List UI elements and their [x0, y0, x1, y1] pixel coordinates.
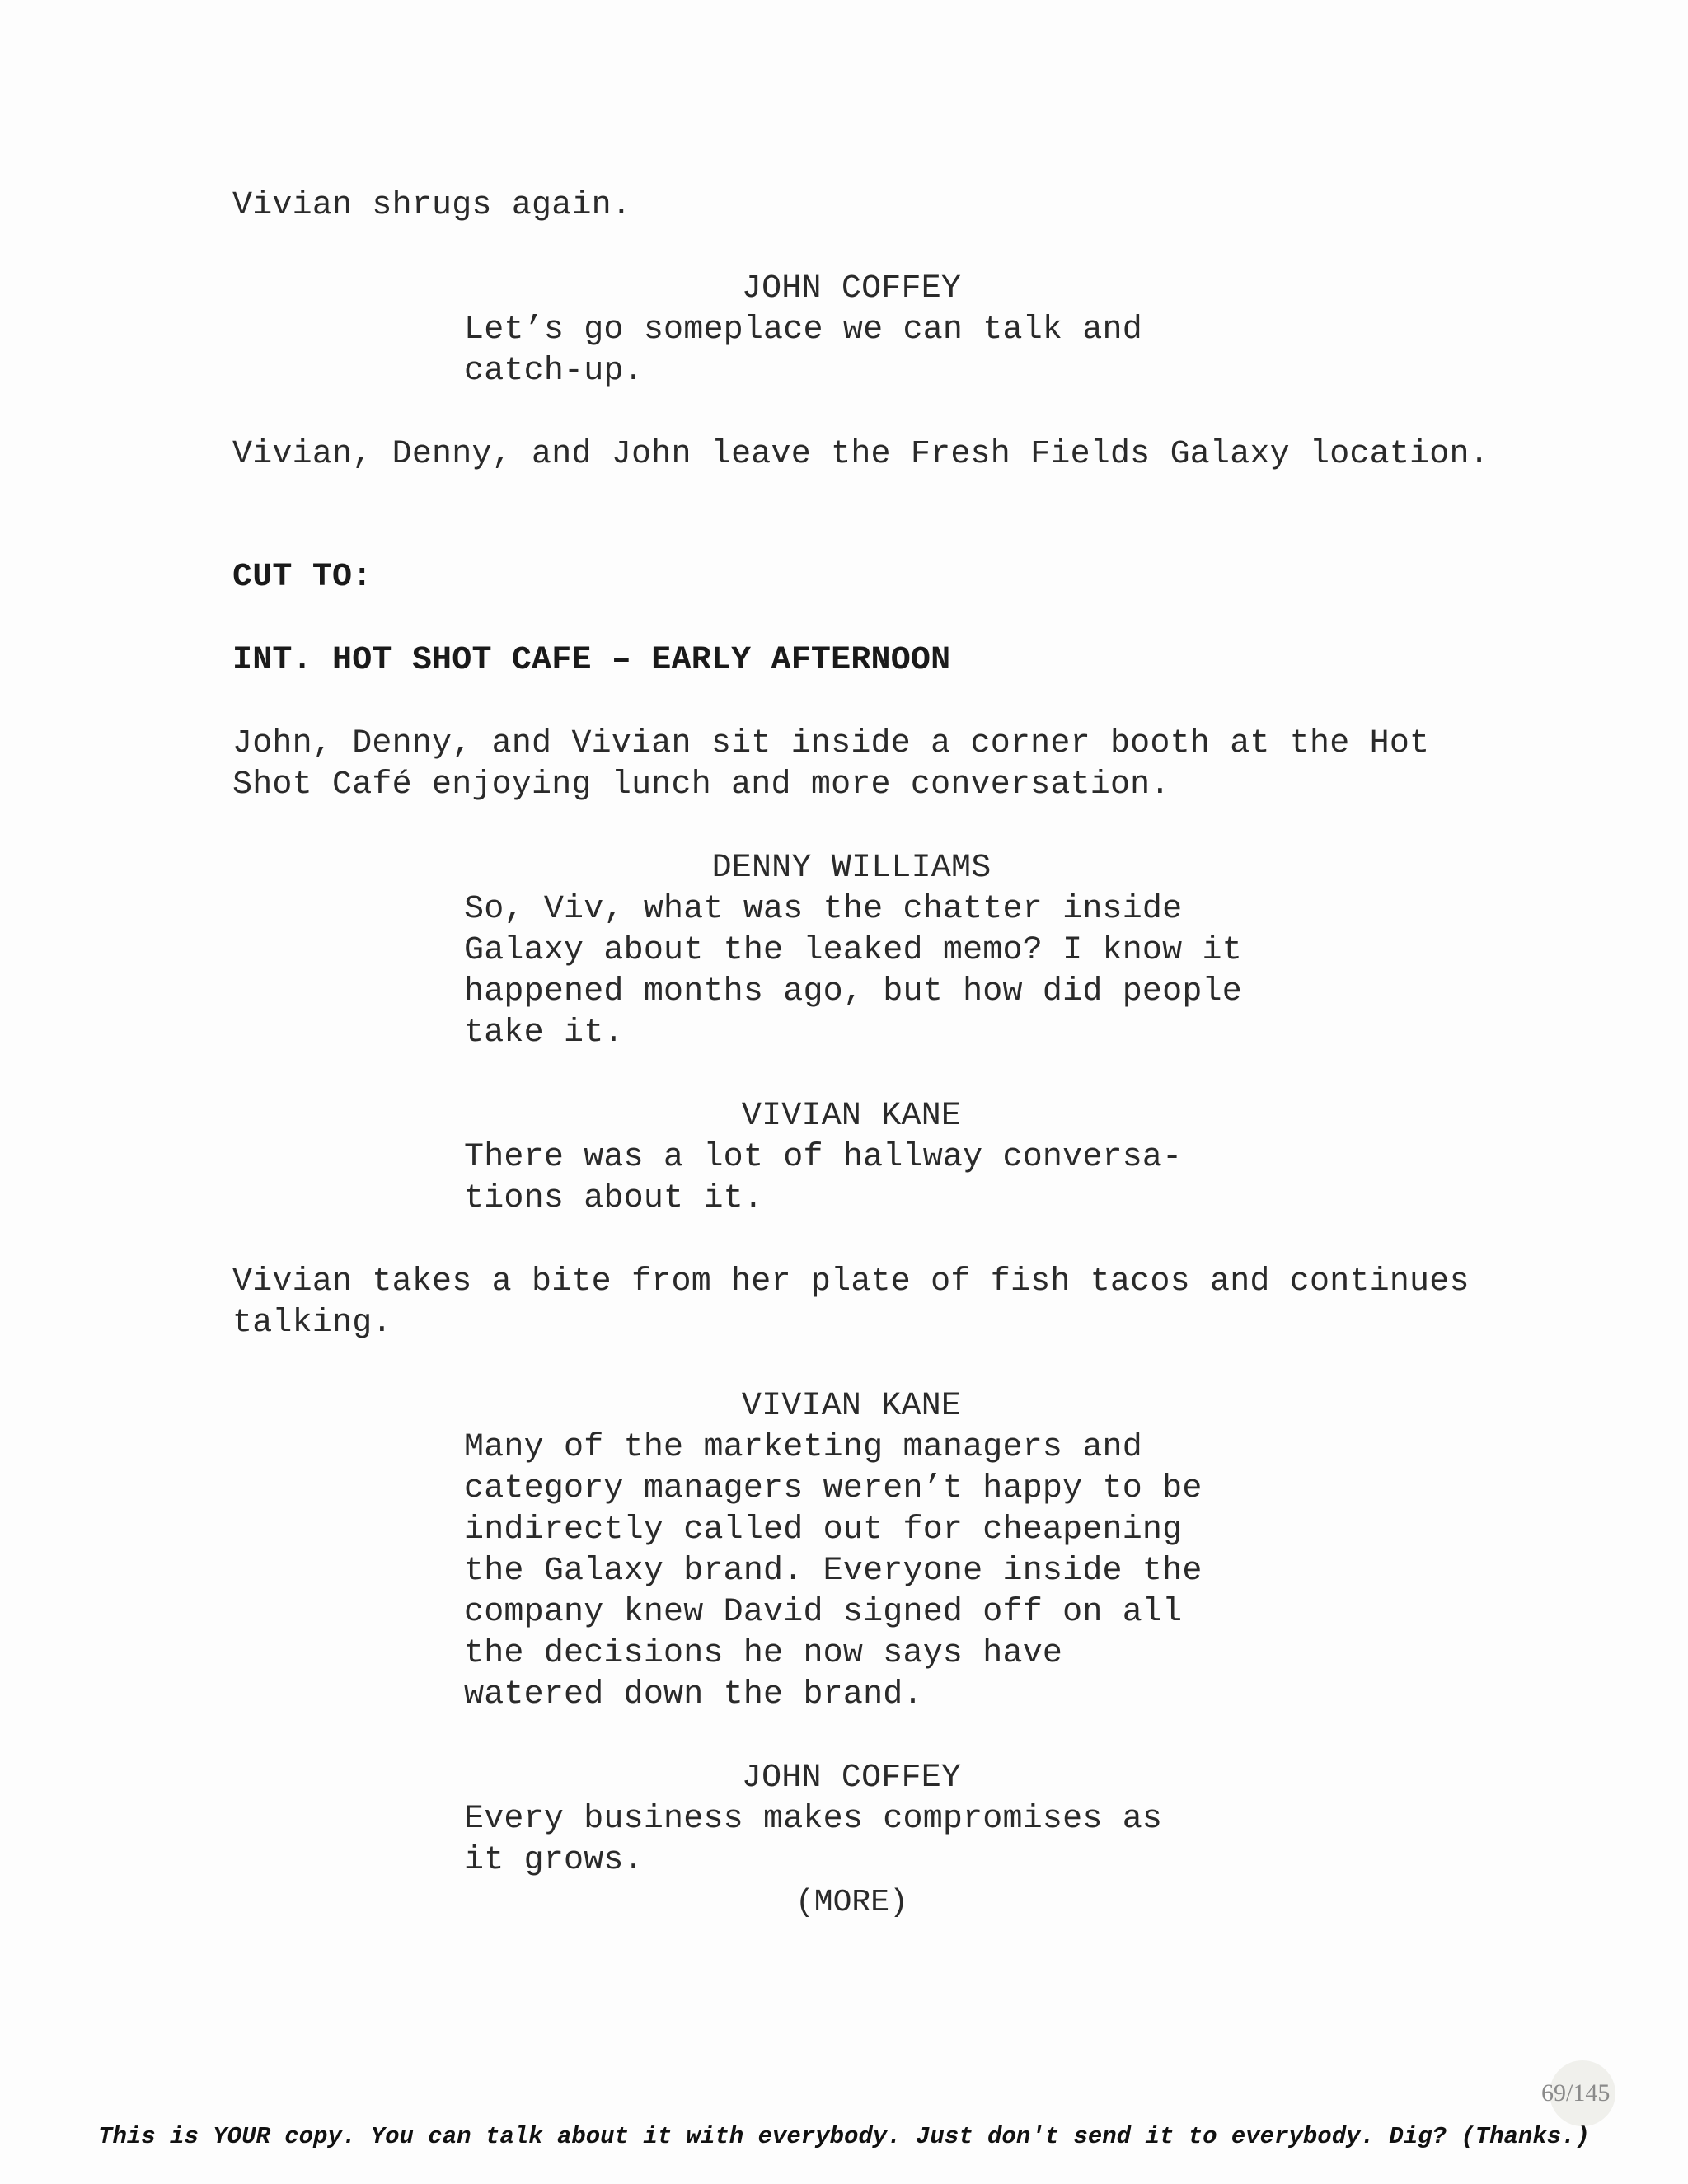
dialogue-line: catch-up. [464, 353, 644, 390]
character-name: JOHN COFFEY [741, 270, 962, 307]
dialogue-line: Every business makes compromises as [464, 1801, 1163, 1838]
action-line: Vivian, Denny, and John leave the Fresh Fields Galaxy location. [232, 436, 1489, 473]
dialogue-line: There was a lot of hallway conversa- [464, 1139, 1183, 1176]
character-name: VIVIAN KANE [741, 1098, 962, 1135]
dialogue-line: Galaxy about the leaked memo? I know it [464, 932, 1242, 969]
dialogue-line: Many of the marketing managers and [464, 1429, 1142, 1466]
dialogue-line: Let’s go someplace we can talk and [464, 312, 1142, 349]
dialogue-line: indirectly called out for cheapening [464, 1511, 1183, 1549]
character-name: DENNY WILLIAMS [711, 850, 992, 887]
character-name: JOHN COFFEY [741, 1760, 962, 1797]
scene-heading: INT. HOT SHOT CAFE – EARLY AFTERNOON [232, 642, 951, 679]
character-name: VIVIAN KANE [741, 1388, 962, 1425]
action-line: John, Denny, and Vivian sit inside a corner booth at the Hot [232, 725, 1430, 762]
dialogue-line: the Galaxy brand. Everyone inside the [464, 1553, 1203, 1590]
dialogue-line: happened months ago, but how did people [464, 973, 1242, 1010]
dialogue-line: So, Viv, what was the chatter inside [464, 891, 1183, 928]
more-continuation: (MORE) [795, 1885, 908, 1920]
dialogue-line: it grows. [464, 1842, 644, 1879]
action-line: talking. [232, 1305, 392, 1342]
action-line: Vivian takes a bite from her plate of fish tacos and continues [232, 1263, 1470, 1301]
page-number: 69/145 [1541, 2079, 1611, 2107]
dialogue-line: the decisions he now says have [464, 1635, 1063, 1672]
dialogue-line: take it. [464, 1015, 624, 1052]
footer-notice: This is YOUR copy. You can talk about it with everybody. Just don't send it to everybody. Dig? (Thanks.) [98, 2123, 1590, 2150]
dialogue-line: category managers weren’t happy to be [464, 1470, 1203, 1507]
dialogue-line: company knew David signed off on all [464, 1594, 1183, 1631]
dialogue-line: watered down the brand. [464, 1676, 923, 1713]
action-line: Vivian shrugs again. [232, 187, 632, 224]
transition: CUT TO: [232, 559, 373, 596]
dialogue-line: tions about it. [464, 1180, 764, 1217]
action-line: Shot Café enjoying lunch and more conversation. [232, 766, 1170, 804]
